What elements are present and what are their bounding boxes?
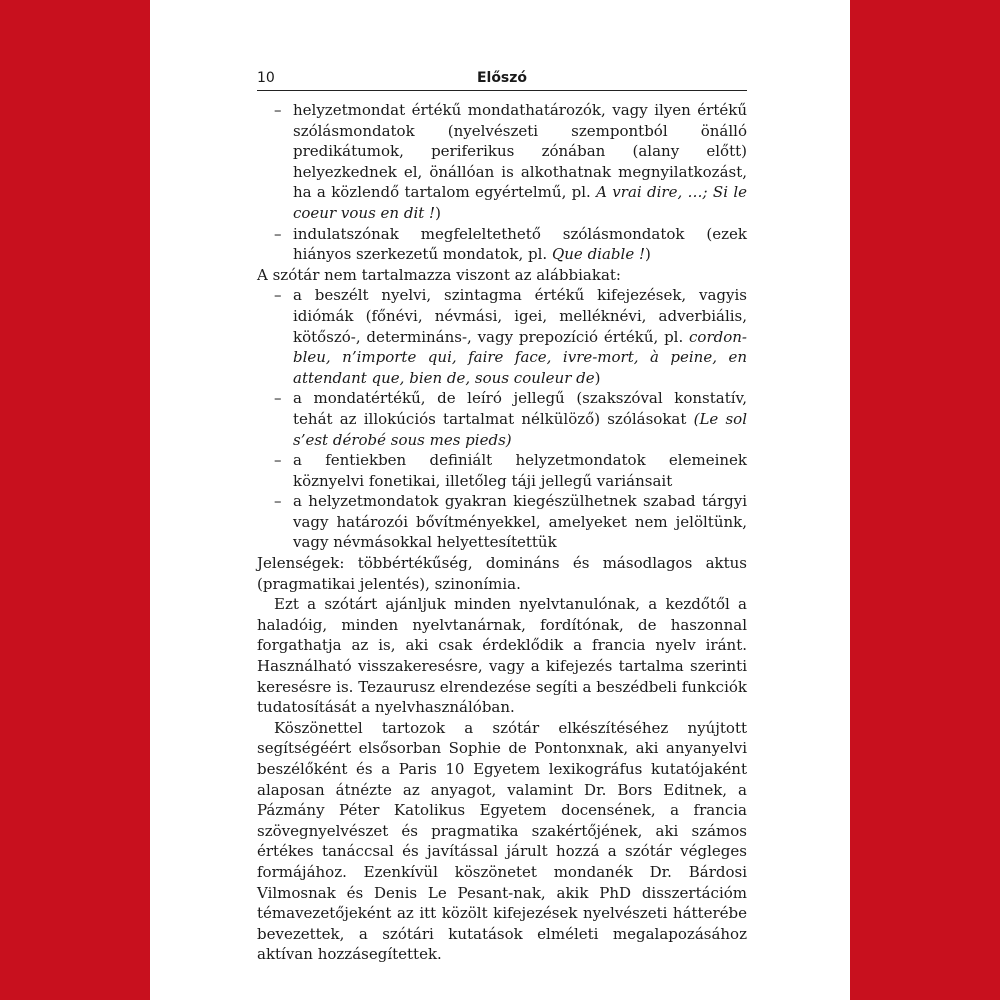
phenomena-paragraph: Jelenségek: többértékűség, domináns és másodlagos aktus (pragmatikai jelentés), szinonímia.	[257, 554, 747, 593]
list-item: – indulatszónak megfeleltethető szólásmondatok (ezek hiányos szerkezetű mondatok, pl. Que diable !)	[293, 224, 747, 265]
body-text	[257, 100, 747, 965]
running-head	[257, 68, 747, 91]
running-title: Előszó	[476, 70, 528, 86]
list-item: – helyzetmondat értékű mondathatározók, vagy ilyen értékű szólásmondatok (nyelvészeti szempontból önálló predikátumok, periferikus zónában (alany előtt) helyezkednek el, önállóan is alkothatnak megnyilatkozást, ha a közlendő tartalom egyértelmű, pl. A vrai dire, …; Si le coeur vous en dit !)	[293, 100, 747, 224]
list-excluded	[257, 285, 747, 553]
acknowledgements-paragraph: Köszönettel tartozok a szótár elkészítéséhez nyújtott segítségéért elsősorban Sophie de Pontonxnak, aki anyanyelvi beszélőként és a Paris 10 Egyetem lexikográfus kutatójaként alaposan átnézte az anyagot, valamint Dr. Bors Editnek, a Pázmány Péter Katolikus Egyetem docensének, a francia szövegnyelvészet és pragmatika szakértőjének, aki számos értékes tanáccsal és javítással járult hozzá a szótár végleges formájához. Ezenkívül köszönetet mondanék Dr. Bárdosi Vilmosnak és Denis Le Pesant-nak, akik PhD disszertációm témavezetőjeként az itt közölt kifejezések nyelvészeti hátterébe bevezettek, a szótári kutatások elméleti megalapozásához aktívan hozzásegítettek.	[257, 718, 747, 964]
book-page	[150, 0, 850, 1000]
list-item: – a helyzetmondatok gyakran kiegészülhetnek szabad tárgyi vagy határozói bővítményekkel, amelyeket nem jelöltünk, vagy névmásokkal helyettesítettük	[293, 491, 747, 553]
excluded-intro: A szótár nem tartalmazza viszont az alábbiakat:	[257, 265, 621, 284]
list-item: – a fentiekben definiált helyzetmondatok elemeinek köznyelvi fonetikai, illetőleg táji jellegű variánsait	[293, 450, 747, 491]
recommendation-paragraph: Ezt a szótárt ajánljuk minden nyelvtanulónak, a kezdőtől a haladóig, minden nyelvtanárnak, fordítónak, de haszonnal forgathatja az is, aki csak érdeklődik a francia nyelv iránt. Használható visszakeresésre, vagy a kifejezés tartalma szerinti keresésre is. Tezaurusz elrendezése segíti a beszédbeli funkciók tudatosítását a nyelvhasználóban.	[257, 595, 747, 717]
list-item: – a beszélt nyelvi, szintagma értékű kifejezések, vagyis idiómák (főnévi, névmási, igei, melléknévi, adverbiális, kötőszó-, determináns-, vagy prepozíció értékű, pl. cordon-bleu, n’importe qui, faire face, ivre-mort, à peine, en attendant que, bien de, sous couleur de)	[293, 285, 747, 388]
page-number: 10	[257, 70, 275, 86]
list-included	[257, 100, 747, 265]
list-item: – a mondatértékű, de leíró jellegű (szakszóval konstatív, tehát az illokúciós tartalmat nélkülöző) szólásokat (Le sol s’est dérobé sous mes pieds)	[293, 388, 747, 450]
